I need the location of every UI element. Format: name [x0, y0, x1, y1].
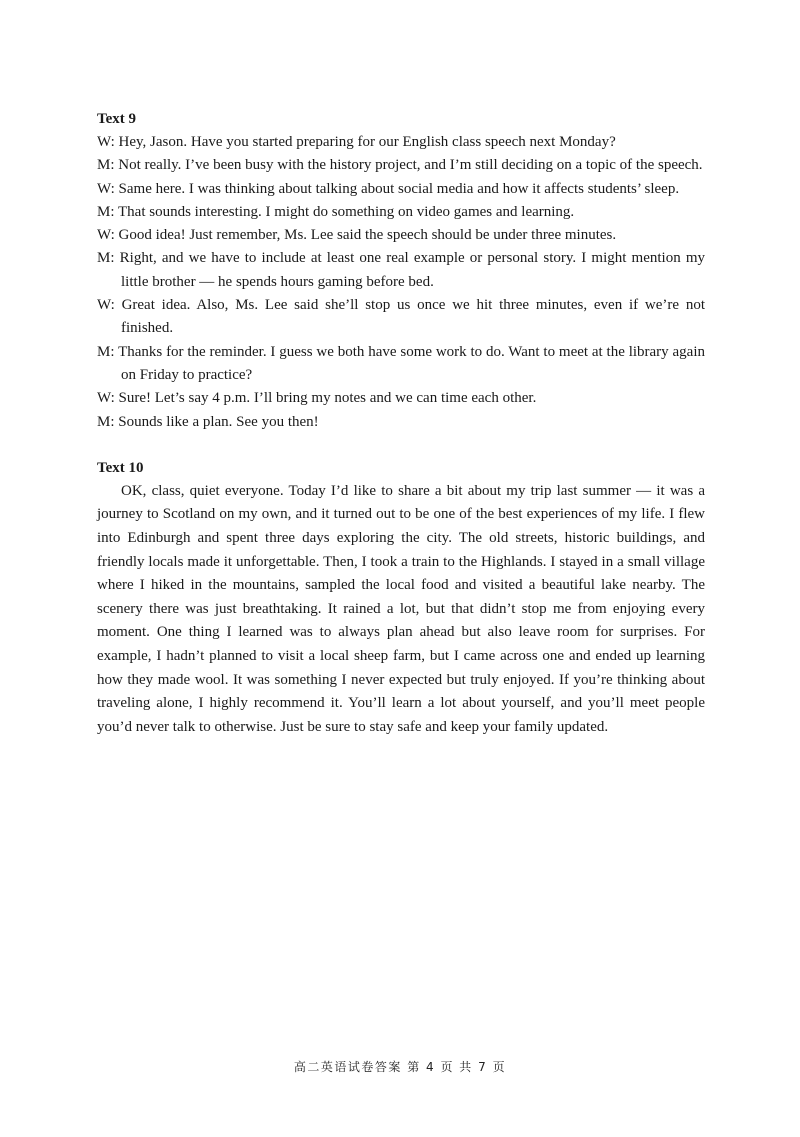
speaker-label: W:: [97, 134, 115, 150]
dialogue-text: Not really. I’ve been busy with the history project, and I’m still deciding on a topic of the speech.: [118, 157, 703, 174]
dialogue-line: [97, 387, 705, 410]
dialogue-text: Thanks for the reminder. I guess we both have some work to do. Want to meet at the library again on Friday to practice?: [118, 343, 705, 383]
dialogue-text: Great idea. Also, Ms. Lee said she’ll stop us once we hit three minutes, even if we’re not finished.: [121, 297, 706, 337]
section-spacer: [97, 434, 705, 457]
page-footer: 高二英语试卷答案 第 4 页 共 7 页: [293, 1060, 507, 1074]
speaker-label: W:: [97, 180, 115, 197]
dialogue-line: [97, 247, 705, 294]
section-title-text-10: Text 10: [97, 459, 144, 476]
dialogue-text: Sounds like a plan. See you then!: [118, 413, 319, 430]
dialogue-text: Same here. I was thinking about talking about social media and how it affects students’ sleep.: [118, 180, 680, 197]
dialogue-line: [97, 341, 705, 388]
dialogue-line: [97, 178, 705, 201]
speaker-label: W:: [97, 227, 115, 244]
speaker-label: W:: [97, 297, 115, 314]
dialogue-line: [97, 411, 705, 434]
speaker-label: M:: [97, 157, 115, 174]
speaker-label: M:: [97, 203, 115, 220]
document-body: [97, 108, 705, 739]
dialogue-line: [97, 131, 705, 154]
dialogue-text: Right, and we have to include at least one real example or personal story. I might mention my little brother — he spends hours gaming before bed.: [119, 250, 705, 290]
dialogue-text: Sure! Let’s say 4 p.m. I’ll bring my notes and we can time each other.: [118, 390, 537, 407]
monologue-paragraph: OK, class, quiet everyone. Today I’d like to share a bit about my trip last summer — it was a journey to Scotland on my own, and it turned out to be one of the best experiences of my life. I flew into Edinburgh and spent three days exploring the city. The old streets, historic buildings, and friendly locals made it unforgettable. Then, I took a train to the Highlands. I stayed in a small village where I hiked in the mountains, sampled the local food and visited a beautiful lake nearby. The scenery there was just breathtaking. It rained a lot, but that didn’t stop me from enjoying every moment. One thing I learned was to always plan ahead but also leave room for surprises. For example, I hadn’t planned to visit a local sheep farm, but I came across one and ended up learning how they made wool. It was something I never expected but truly enjoyed. If you’re thinking about traveling alone, I highly recommend it. You’ll learn a lot about yourself, and you’ll meet people you’d never talk to otherwise. Just be sure to stay safe and keep your family updated.: [97, 482, 705, 735]
dialogue-text-9: [97, 131, 705, 434]
section-title-text-9: Text 9: [97, 111, 137, 127]
dialogue-text: Good idea! Just remember, Ms. Lee said the speech should be under three minutes.: [118, 227, 617, 244]
speaker-label: M:: [97, 250, 115, 267]
dialogue-line: [97, 201, 705, 224]
dialogue-text: Hey, Jason. Have you started preparing for our English class speech next Monday?: [118, 134, 616, 150]
dialogue-line: [97, 294, 705, 341]
speaker-label: M:: [97, 413, 115, 430]
dialogue-line: [97, 224, 705, 247]
speaker-label: M:: [97, 343, 115, 360]
speaker-label: W:: [97, 390, 115, 407]
dialogue-text: That sounds interesting. I might do something on video games and learning.: [118, 203, 575, 220]
dialogue-line: [97, 154, 705, 177]
